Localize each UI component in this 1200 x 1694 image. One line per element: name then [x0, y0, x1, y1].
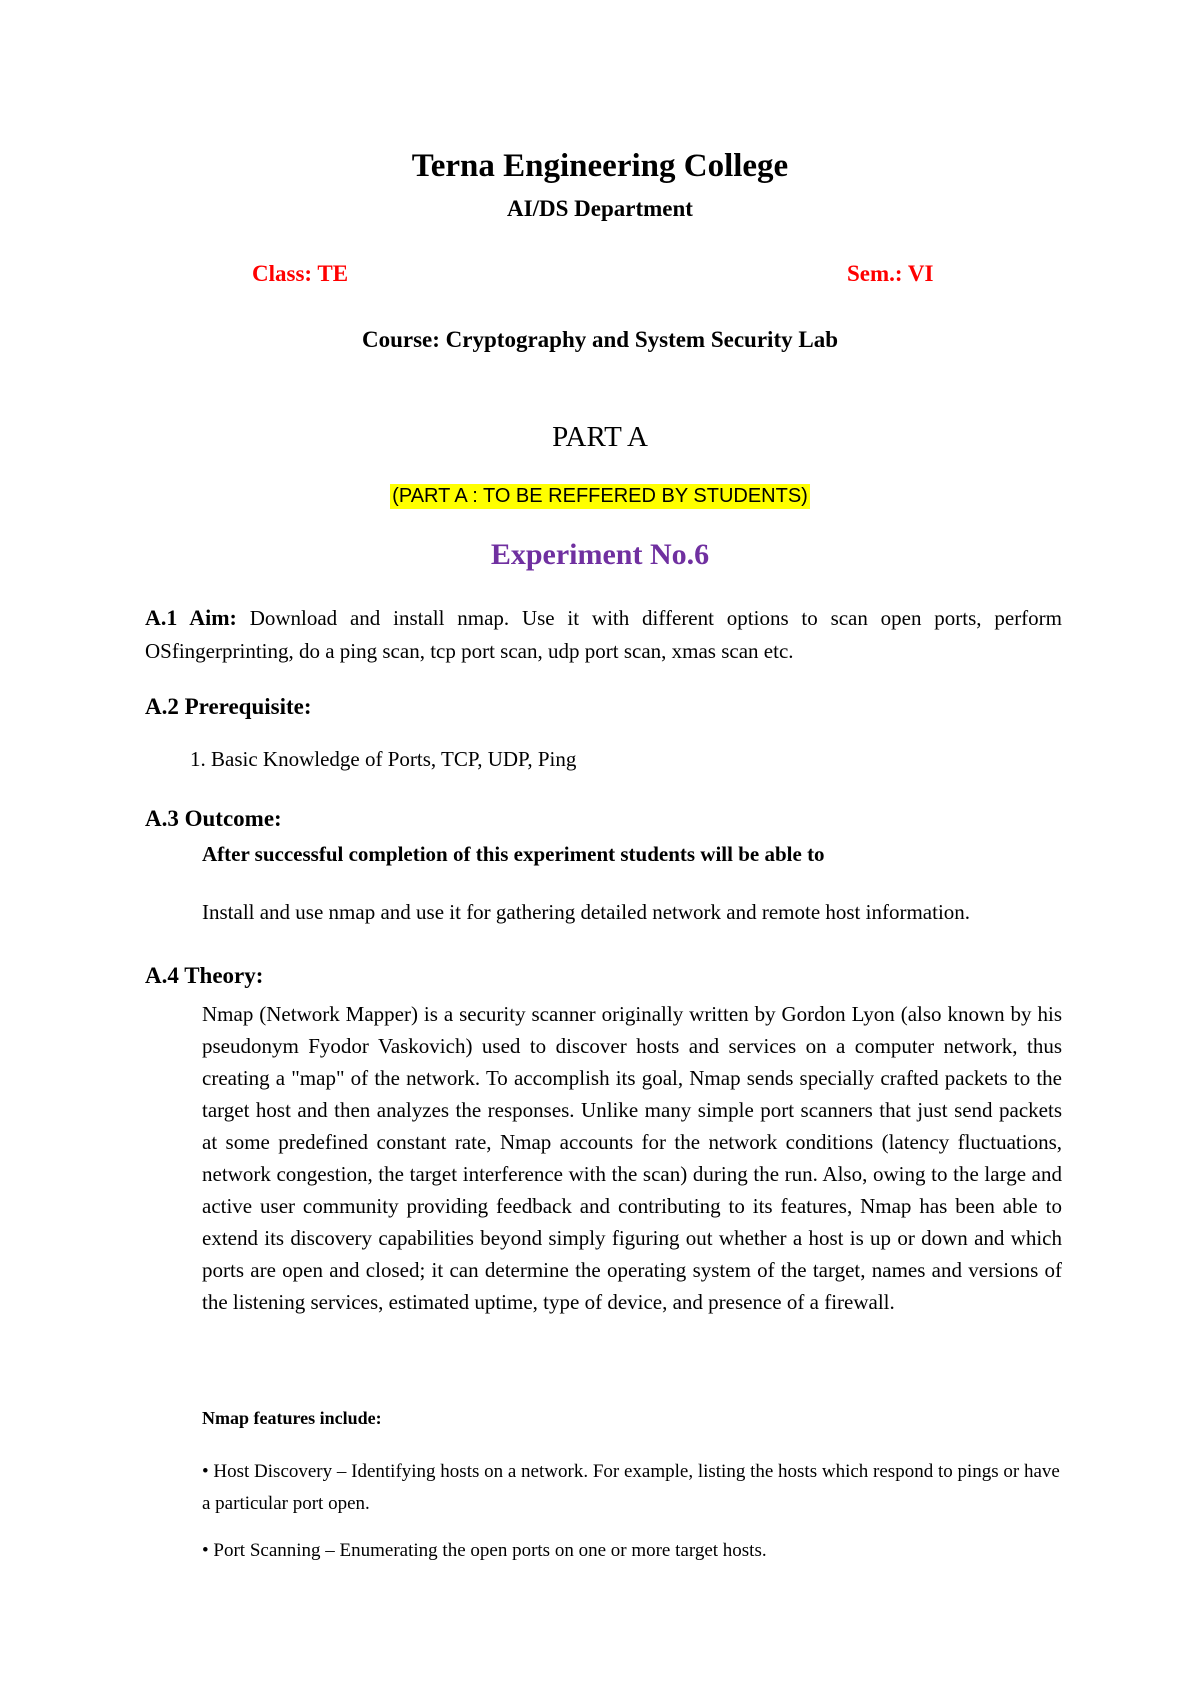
department-name: AI/DS Department — [507, 196, 693, 221]
prerequisite-heading: A.2 Prerequisite: — [145, 694, 312, 719]
experiment-title: Experiment No.6 — [490, 538, 710, 571]
part-note-wrap — [0, 484, 1200, 509]
part-note: (PART A : TO BE REFFERED BY STUDENTS) — [392, 485, 808, 507]
feature-item: • Port Scanning – Enumerating the open ports on one or more target hosts. — [202, 1540, 767, 1561]
outcome-text: Install and use nmap and use it for gathering detailed network and remote host information. — [202, 900, 971, 924]
semester-label: Sem.: VI — [847, 261, 934, 286]
aim-text: Download and install nmap. Use it with different options to scan open ports, perform OSfingerprinting, do a ping scan, tcp port scan, udp port scan, xmas scan etc. — [145, 606, 1063, 663]
prerequisite-item: 1. Basic Knowledge of Ports, TCP, UDP, Ping — [190, 747, 577, 771]
aim-heading: A.1 Aim: — [145, 605, 237, 630]
theory-text: Nmap (Network Mapper) is a security scanner originally written by Gordon Lyon (also known by his pseudonym Fyodor Vaskovich) used to discover hosts and services on a computer network, thus creating a "map" of the network. To accomplish its goal, Nmap sends specially crafted packets to the target host and then analyzes the responses. Unlike many simple port scanners that just send packets at some predefined constant rate, Nmap accounts for the network conditions (latency fluctuations, network congestion, the target interference with the scan) during the run. Also, owing to the large and active user community providing feedback and contributing to its features, Nmap has been able to extend its discovery capabilities beyond simply figuring out whether a host is up or down and which ports are open and closed; it can determine the operating system of the target, names and versions of the listening services, estimated uptime, type of device, and presence of a firewall. — [202, 1002, 1062, 1314]
outcome-lead: After successful completion of this experiment students will be able to — [202, 842, 825, 866]
features-heading: Nmap features include: — [202, 1408, 382, 1428]
aim-section — [145, 601, 1062, 668]
outcome-heading: A.3 Outcome: — [145, 806, 282, 831]
course-title: Course: Cryptography and System Security Lab — [362, 327, 838, 352]
class-label: Class: TE — [252, 261, 349, 286]
feature-item: • Host Discovery – Identifying hosts on a network. For example, listing the hosts which respond to pings or have a particular port open. — [202, 1461, 1060, 1514]
theory-heading: A.4 Theory: — [145, 963, 264, 988]
part-title: PART A — [552, 421, 648, 453]
college-name: Terna Engineering College — [411, 148, 789, 184]
